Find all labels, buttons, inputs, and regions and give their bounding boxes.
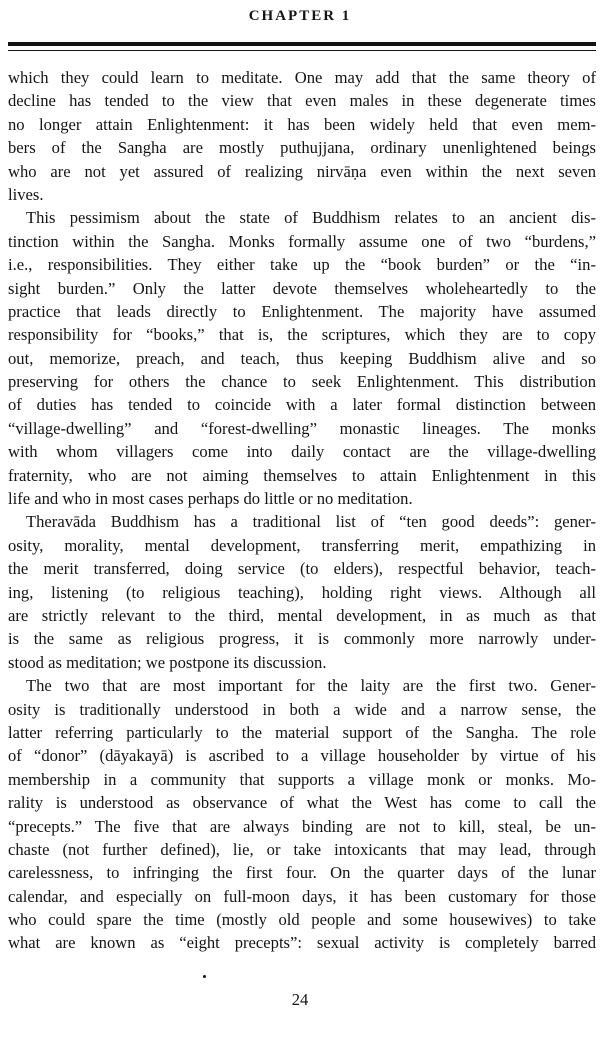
chapter-header: CHAPTER 1 (248, 8, 352, 24)
text-line: with whom villagers come into daily contact are the village-dwelling (8, 442, 596, 462)
text-line: out, memorize, preach, and teach, thus keeping Buddhism alive and so (8, 348, 596, 368)
text-line: latter referring particularly to the material support of the Sangha. The role (8, 722, 596, 742)
text-line: carelessness, to infringing the first four. On the quarter days of the lunar (8, 863, 596, 883)
text-line: of “donor” (dāyakayā) is ascribed to a village householder by virtue of his (8, 746, 596, 766)
header-rule-thick (8, 42, 596, 46)
paragraph-3 (8, 510, 596, 674)
print-speck (203, 975, 206, 978)
text-line: i.e., responsibilities. They either take up the “book burden” or the “in- (8, 255, 596, 275)
text-line: responsibility for “books,” that is, the scriptures, which they are to copy (8, 325, 596, 345)
text-line: membership in a community that supports a village monk or monks. Mo- (8, 769, 596, 789)
text-line: “precepts.” The five that are always binding are not to kill, steal, be un- (8, 816, 596, 836)
text-line: the merit transferred, doing service (to elders), respectful behavior, teach- (8, 559, 596, 579)
text-line: fraternity, who are not aiming themselves to attain Enlightenment in this (8, 465, 596, 485)
paragraph-2 (8, 206, 596, 510)
text-line: decline has tended to the view that even males in these degenerate times (8, 91, 596, 111)
paragraph-4 (8, 674, 596, 955)
text-line: is the same as religious progress, it is commonly more narrowly under- (8, 629, 596, 649)
body-text (8, 66, 596, 955)
text-line: osity is traditionally understood in both a wide and a narrow sense, the (8, 699, 596, 719)
text-line: sight burden.” Only the latter devote themselves wholeheartedly to the (8, 278, 596, 298)
text-line: no longer attain Enlightenment: it has been widely held that even mem- (8, 114, 596, 134)
text-line: This pessimism about the state of Buddhism relates to an ancient dis- (26, 208, 596, 228)
page-number: 24 (291, 990, 309, 1009)
text-line: calendar, and especially on full-moon days, it has been customary for those (8, 886, 596, 906)
text-line: preserving for others the chance to seek Enlightenment. This distribution (8, 372, 596, 392)
text-line: life and who in most cases perhaps do little or no meditation. (8, 489, 413, 509)
text-line: of duties has tended to coincide with a later formal distinction between (8, 395, 596, 415)
text-line: lives. (8, 184, 44, 204)
text-line: practice that leads directly to Enlightenment. The majority have assumed (8, 301, 596, 321)
text-line: chaste (not further defined), lie, or take intoxicants that may lead, through (8, 839, 596, 859)
text-line: The two that are most important for the laity are the first two. Gener- (26, 676, 596, 696)
text-line: tinction within the Sangha. Monks formally assume one of two “burdens,” (8, 231, 596, 251)
text-line: stood as meditation; we postpone its discussion. (8, 652, 327, 672)
text-line: “village-dwelling” and “forest-dwelling” monastic lineages. The monks (8, 418, 596, 438)
text-line: what are known as “eight precepts”: sexual activity is completely barred (8, 933, 596, 953)
text-line: are strictly relevant to the third, mental development, in as much as that (8, 605, 596, 625)
text-line: which they could learn to meditate. One may add that the same theory of (8, 68, 596, 87)
text-line: who could spare the time (mostly old people and some housewives) to take (8, 910, 596, 930)
text-line: who are not yet assured of realizing nirvāṇa even within the next seven (8, 161, 596, 181)
text-line: bers of the Sangha are mostly puthujjana, ordinary unenlightened beings (8, 138, 596, 158)
paragraph-1 (8, 66, 596, 206)
header-rule-thin (8, 50, 596, 51)
text-line: osity, morality, mental development, transferring merit, empathizing in (8, 535, 596, 555)
text-line: ing, listening (to religious teaching), holding right views. Although all (8, 582, 596, 602)
text-line: Theravāda Buddhism has a traditional list of “ten good deeds”: gener- (26, 512, 596, 532)
text-line: rality is understood as observance of what the West has come to call the (8, 793, 596, 813)
